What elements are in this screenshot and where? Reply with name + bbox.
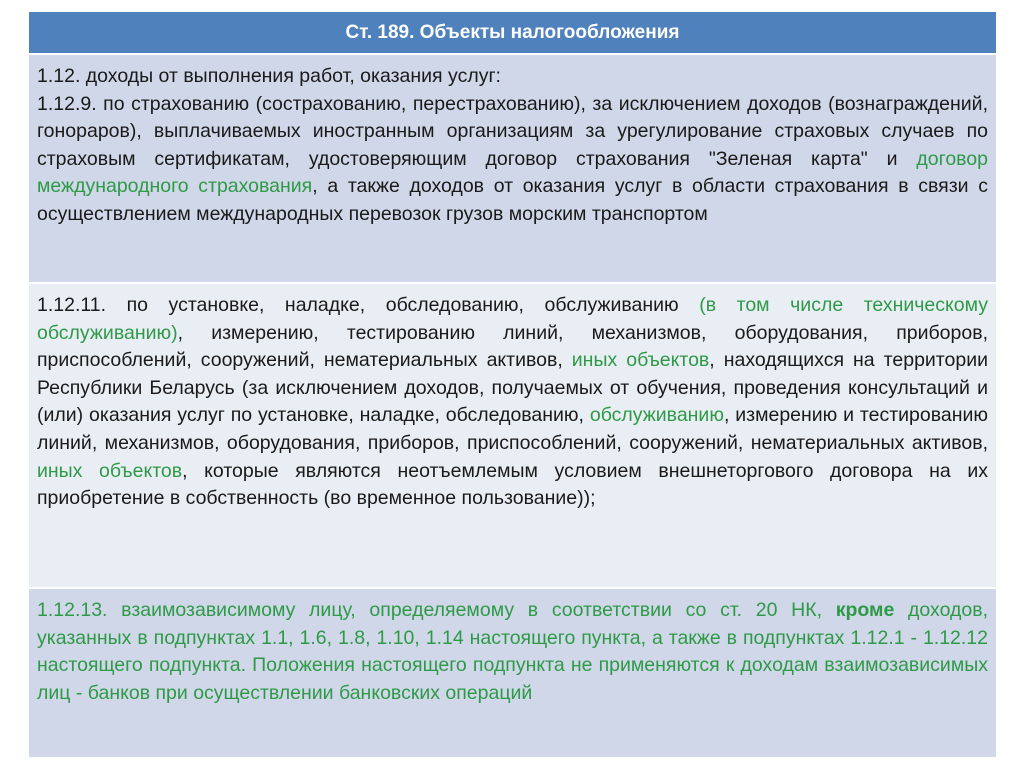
table-title: Ст. 189. Объекты налогообложения xyxy=(345,21,680,43)
row2-text-5: , которые являются неотъемлемым условием внешнеторгового договора на их приобретение в собственность (во временное пользование)); xyxy=(37,459,988,510)
table-row-1-12-13 xyxy=(29,589,996,757)
table-row-1-12-9 xyxy=(29,55,996,284)
table-header xyxy=(29,12,996,55)
row3-text-2: доходов, указанных в подпунктах 1.1, 1.6, 1.8, 1.10, 1.14 настоящего пункта, а также в подпунктах 1.12.1 - 1.12.12 настоящего подпункта. Положения настоящего подпункта не применяются к доходам взаимозависимых лиц - банков при осуществлении банковских операций xyxy=(37,599,988,704)
row1-text-part2: , а также доходов от оказания услуг в области страхования в связи с осуществлением международных перевозок грузов морским транспортом xyxy=(37,175,988,225)
table-row-1-12-11 xyxy=(29,284,996,589)
row1-paragraph xyxy=(37,91,988,229)
row1-text-part1: 1.12.9. по страхованию (сострахованию, перестрахованию), за исключением доходов (вознаграждений, гонораров), выплачиваемых иностранным организациям за урегулирование страховых случаев по страховым сертификатам, удостоверяющим договор страхования "Зеленая карта" и xyxy=(37,92,988,170)
row2-highlight-2: иных объектов xyxy=(571,349,710,372)
row2-text-4: , измерению и тестированию линий, механизмов, оборудования, приборов, приспособлений, сооружений, нематериальных активов, xyxy=(37,404,988,454)
row2-highlight-4: иных объектов xyxy=(37,459,183,482)
row1-highlight: договор международного страхования xyxy=(37,147,988,198)
row3-bold-word: кроме xyxy=(835,599,895,621)
row2-text-3: , находящихся на территории Республики Беларусь (за исключением доходов, получаемых от обучения, проведения консультаций и (или) оказания услуг по установке, наладке, обследованию, xyxy=(37,349,988,427)
row2-text-1: 1.12.11. по установке, наладке, обследованию, обслуживанию xyxy=(37,294,700,316)
row3-text-1: 1.12.13. взаимозависимому лицу, определяемому в соответствии со ст. 20 НК, xyxy=(37,599,836,621)
row1-heading: 1.12. доходы от выполнения работ, оказания услуг: xyxy=(37,65,501,87)
tax-objects-table xyxy=(29,12,996,757)
row2-text-2: , измерению, тестированию линий, механизмов, оборудования, приборов, приспособлений, сооружений, нематериальных активов, xyxy=(37,321,988,372)
row2-highlight-3: обслуживанию xyxy=(589,404,724,427)
row2-highlight-1: (в том числе техническому обслуживанию) xyxy=(37,294,988,344)
